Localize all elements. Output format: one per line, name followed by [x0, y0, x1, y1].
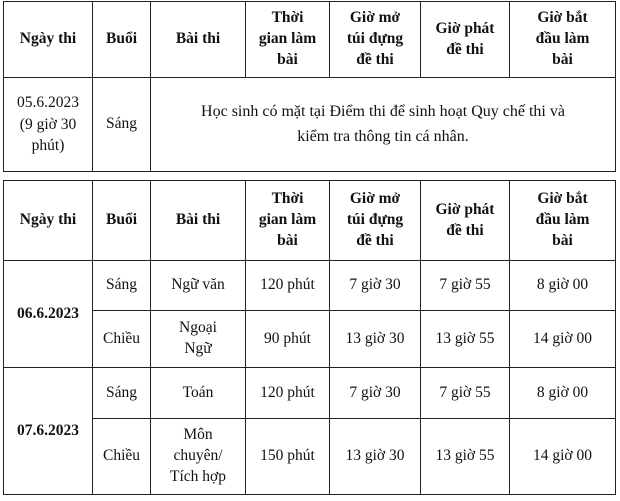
orientation-row — [4, 78, 616, 172]
table-row — [4, 261, 616, 311]
header-date: Ngày thi — [4, 2, 93, 78]
header-row — [4, 181, 616, 261]
exam-session: Chiều — [93, 419, 151, 495]
header-start: Giờ bắt đầu làm bài — [510, 181, 616, 261]
header-subject: Bài thi — [151, 2, 246, 78]
exam-start-time: 14 giờ 00 — [510, 311, 616, 368]
exam-duration: 150 phút — [246, 419, 330, 495]
orientation-note: Học sinh có mặt tại Điểm thi để sinh hoạt Quy chế thi và kiểm tra thông tin cá nhân. — [151, 78, 616, 172]
header-duration: Thời gian làm bài — [246, 181, 330, 261]
exam-date: 06.6.2023 — [4, 261, 93, 368]
exam-subject: Ngoại Ngữ — [151, 311, 246, 368]
header-distribute: Giờ phát đề thi — [421, 181, 510, 261]
exam-session: Sáng — [93, 368, 151, 419]
header-start: Giờ bắt đầu làm bài — [510, 2, 616, 78]
exam-session: Chiều — [93, 311, 151, 368]
exam-start-time: 8 giờ 00 — [510, 368, 616, 419]
header-open-bag: Giờ mở túi đựng đề thi — [330, 181, 421, 261]
exam-distribute-time: 13 giờ 55 — [421, 419, 510, 495]
orientation-table — [3, 1, 616, 172]
header-date: Ngày thi — [4, 181, 93, 261]
exam-subject: Toán — [151, 368, 246, 419]
exam-open-time: 13 giờ 30 — [330, 419, 421, 495]
table-row — [4, 311, 616, 368]
table-row — [4, 419, 616, 495]
header-duration: Thời gian làm bài — [246, 2, 330, 78]
exam-subject: Ngữ văn — [151, 261, 246, 311]
exam-start-time: 8 giờ 00 — [510, 261, 616, 311]
exam-start-time: 14 giờ 00 — [510, 419, 616, 495]
exam-open-time: 7 giờ 30 — [330, 368, 421, 419]
header-subject: Bài thi — [151, 181, 246, 261]
exam-open-time: 7 giờ 30 — [330, 261, 421, 311]
table-row — [4, 368, 616, 419]
orientation-session: Sáng — [93, 78, 151, 172]
exam-duration: 120 phút — [246, 261, 330, 311]
exam-table — [3, 180, 616, 495]
exam-session: Sáng — [93, 261, 151, 311]
exam-distribute-time: 7 giờ 55 — [421, 368, 510, 419]
exam-distribute-time: 7 giờ 55 — [421, 261, 510, 311]
exam-date: 07.6.2023 — [4, 368, 93, 495]
header-row — [4, 2, 616, 78]
exam-distribute-time: 13 giờ 55 — [421, 311, 510, 368]
exam-duration: 90 phút — [246, 311, 330, 368]
orientation-date: 05.6.2023 (9 giờ 30 phút) — [4, 78, 93, 172]
exam-open-time: 13 giờ 30 — [330, 311, 421, 368]
header-session: Buổi — [93, 2, 151, 78]
header-open-bag: Giờ mở túi đựng đề thi — [330, 2, 421, 78]
exam-subject: Môn chuyên/ Tích hợp — [151, 419, 246, 495]
header-distribute: Giờ phát đề thi — [421, 2, 510, 78]
exam-duration: 120 phút — [246, 368, 330, 419]
header-session: Buổi — [93, 181, 151, 261]
